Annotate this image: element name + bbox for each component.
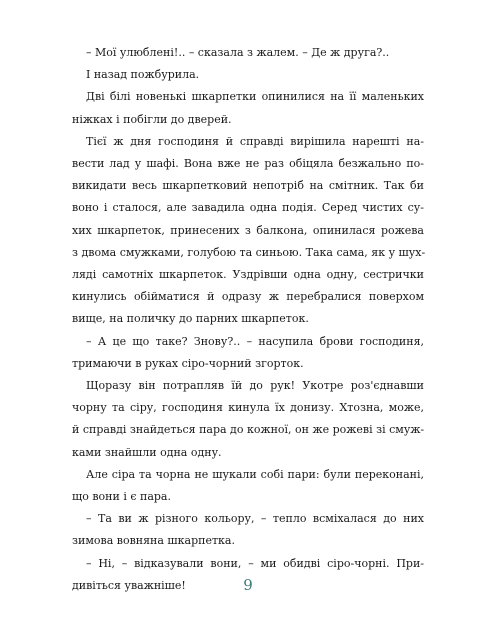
text-line: воно і сталося, але завадила одна подія. Серед чистих су- — [72, 201, 424, 215]
text-line: Дві білі новенькі шкарпетки опинилися на її маленьких — [86, 90, 424, 104]
paragraph — [72, 464, 424, 508]
text-line: – А це що таке? Знову?.. – насупила брови господиня, — [86, 334, 424, 348]
paragraph — [72, 42, 424, 64]
text-line: – Ні, – відказували вони, – ми обидві сіро-чорні. При- — [86, 556, 424, 570]
text-line: ками знайшли одна одну. — [72, 445, 222, 459]
text-line: дивіться уважніше! — [72, 578, 186, 592]
text-line: Щоразу він потрапляв їй до рук! Укотре роз'єднавши — [86, 379, 424, 393]
paragraph — [72, 508, 424, 552]
paragraph — [72, 131, 424, 331]
text-line: й справді знайдеться пара до кожної, он же рожеві зі смуж- — [72, 423, 425, 437]
paragraph — [72, 331, 424, 375]
text-line: зимова вовняна шкарпетка. — [72, 534, 235, 548]
paragraph — [72, 86, 424, 130]
text-line: чорну та сіру, господиня кинула їх донизу. Хтозна, може, — [72, 401, 424, 415]
paragraph — [72, 64, 424, 86]
text-line: з двома смужками, голубою та синьою. Така сама, як у шух- — [72, 245, 426, 259]
text-line: – Та ви ж різного кольору, – тепло всміхалася до них — [86, 512, 424, 526]
text-line: Але сіра та чорна не шукали собі пари: були переконані, — [86, 467, 424, 481]
text-line: викидати весь шкарпетковий непотріб на смітник. Так би — [72, 179, 424, 193]
text-line: що вони і є пара. — [72, 490, 171, 504]
text-line: ляді самотніх шкарпеток. Уздрівши одна одну, сестрички — [72, 268, 424, 282]
paragraph — [72, 375, 424, 464]
text-line: І назад пожбурила. — [86, 68, 200, 82]
text-line: вище, на поличку до парних шкарпеток. — [72, 312, 309, 326]
page-number: 9 — [243, 576, 253, 594]
text-line: – Мої улюблені!.. – сказала з жалем. – Де ж друга?.. — [86, 46, 390, 59]
text-line: Тієї ж дня господиня й справді вирішила нарешті на- — [86, 134, 424, 148]
text-line: вести лад у шафі. Вона вже не раз обіцяла безжально по- — [72, 157, 424, 171]
text-line: ніжках і побігли до дверей. — [72, 112, 232, 126]
text-line: кинулись обійматися й одразу ж перебралися поверхом — [72, 290, 424, 304]
body-text — [72, 42, 424, 597]
text-line: тримаючи в руках сіро-чорний згорток. — [72, 356, 304, 370]
text-line: хих шкарпеток, принесених з балкона, опинилася рожева — [72, 223, 424, 237]
